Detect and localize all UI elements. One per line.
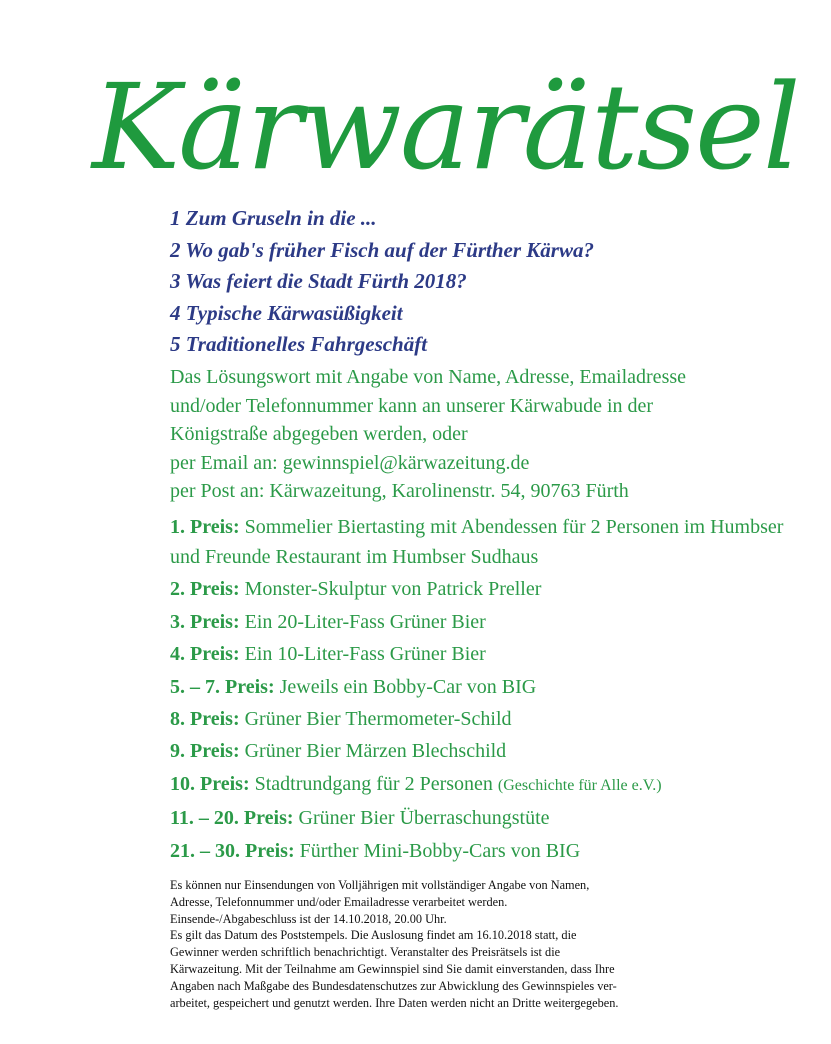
prize-item (170, 574, 790, 604)
prize-description: Ein 20-Liter-Fass Grüner Bier (244, 610, 486, 633)
prize-description: Stadtrundgang für 2 Personen (254, 772, 493, 795)
prize-description: Monster-Skulptur von Patrick Preller (244, 578, 542, 601)
prize-item (170, 672, 790, 702)
prize-rank: 4. Preis: (170, 643, 240, 666)
prize-item (170, 704, 790, 734)
prize-description: Fürther Mini-Bobby-Cars von BIG (299, 839, 581, 862)
legal-notice (170, 877, 710, 1011)
prize-item (170, 836, 790, 866)
riddle-question: 3 Was feiert die Stadt Fürth 2018? (170, 269, 467, 293)
prize-rank: 21. – 30. Preis: (170, 839, 295, 862)
legal-line: arbeitet, gespeichert und genutzt werden. Ihre Daten werden nicht an Dritte weitergegeben. (170, 995, 619, 1010)
legal-line: Es können nur Einsendungen von Volljährigen mit vollständiger Angabe von Namen, (170, 878, 590, 892)
instruction-line: Königstraße abgegeben werden, oder (170, 423, 468, 446)
legal-line: Einsende-/Abgabeschluss ist der 14.10.2018, 20.00 Uhr. (170, 911, 447, 926)
prize-description: Sommelier Biertasting mit Abendessen für 2 Personen im Humbser und Freunde Restaurant im Humbser Sudhaus (170, 516, 784, 568)
riddle-question: 4 Typische Kärwasüßigkeit (170, 300, 403, 325)
prize-item (170, 803, 790, 833)
prize-item (170, 512, 790, 572)
prize-rank: 2. Preis: (170, 578, 240, 601)
instruction-post-line: per Post an: Kärwazeitung, Karolinenstr. 54, 90763 Fürth (170, 480, 629, 503)
prize-description: Grüner Bier Märzen Blechschild (244, 740, 507, 763)
legal-line: Es gilt das Datum des Poststempels. Die Auslosung findet am 16.10.2018 statt, die (170, 928, 577, 943)
instruction-line: Das Lösungswort mit Angabe von Name, Adresse, Emailadresse (170, 366, 687, 388)
prize-note: (Geschichte für Alle e.V.) (497, 776, 662, 794)
prize-item (170, 736, 790, 766)
page-title: Kärwarätsel (92, 58, 799, 196)
prize-rank: 9. Preis: (170, 740, 240, 763)
riddle-question: 5 Traditionelles Fahrgeschäft (170, 332, 428, 356)
prize-rank: 11. – 20. Preis: (170, 807, 294, 830)
instruction-line: und/oder Telefonnummer kann an unserer Kärwabude in der (170, 394, 654, 417)
riddle-question: 2 Wo gab's früher Fisch auf der Fürther Kärwa? (170, 237, 594, 262)
legal-line: Angaben nach Maßgabe des Bundesdatenschutzes zur Abwicklung des Gewinnspieles ver- (170, 978, 617, 993)
prize-item (170, 769, 790, 801)
prize-rank: 1. Preis: (170, 516, 240, 538)
legal-line: Adresse, Telefonnummer und/oder Emailadresse verarbeitet werden. (170, 894, 508, 909)
prize-description: Ein 10-Liter-Fass Grüner Bier (244, 643, 486, 666)
prize-rank: 10. Preis: (170, 772, 250, 795)
prize-rank: 5. – 7. Preis: (170, 675, 275, 698)
riddle-question-list (170, 203, 790, 361)
prize-rank: 8. Preis: (170, 707, 240, 730)
prize-description: Jeweils ein Bobby-Car von BIG (279, 675, 537, 698)
submission-instructions (170, 363, 790, 506)
prize-description: Grüner Bier Thermometer-Schild (244, 707, 512, 730)
legal-line: Kärwazeitung. Mit der Teilnahme am Gewinnspiel sind Sie damit einverstanden, dass Ihre (170, 961, 615, 976)
prize-rank: 3. Preis: (170, 610, 240, 633)
riddle-question: 1 Zum Gruseln in die ... (170, 206, 377, 230)
prize-item (170, 639, 790, 669)
legal-line: Gewinner werden schriftlich benachrichtigt. Veranstalter des Preisrätsels ist die (170, 945, 561, 960)
instruction-email-line: per Email an: gewinnspiel@kärwazeitung.de (170, 451, 530, 474)
prize-item (170, 607, 790, 637)
prize-list (170, 512, 790, 868)
prize-description: Grüner Bier Überraschungstüte (298, 807, 550, 830)
